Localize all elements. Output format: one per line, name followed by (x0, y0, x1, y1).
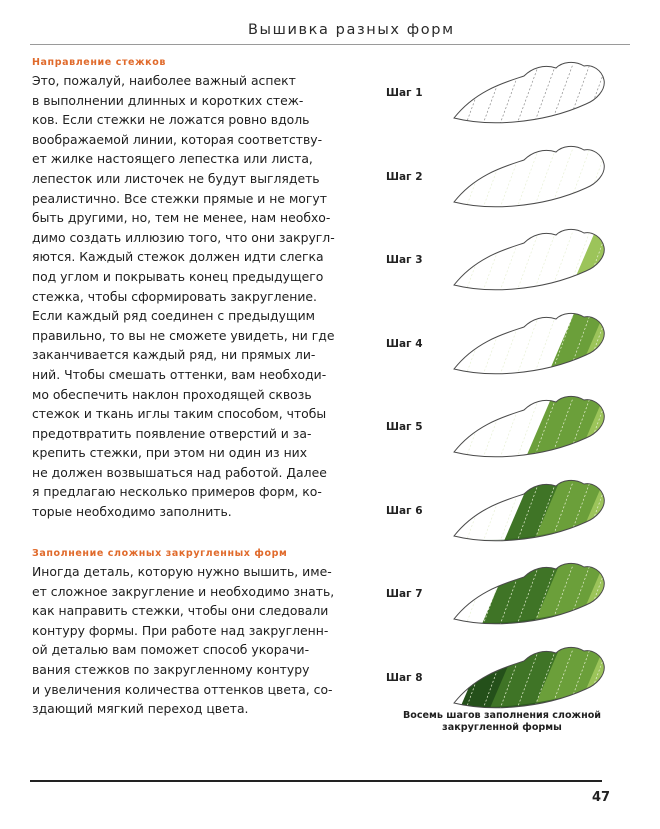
leaf-outline (454, 146, 604, 206)
text-line: торые необходимо заполнить. (32, 504, 232, 520)
stitch-guide-line (602, 64, 611, 124)
text-line: как направить стежки, чтобы они следовали (32, 603, 329, 619)
text-line: быть другими, но, тем не менее, нам необхо- (32, 210, 331, 226)
stitch-guide-line (500, 64, 522, 124)
stitch-guide-line (483, 398, 505, 458)
text-line: контуру формы. При работе над закругленн- (32, 622, 329, 638)
stitch-guide-line (602, 482, 611, 542)
text-line: ой деталью вам поможет способ укорачи- (32, 642, 310, 658)
leaf-fill-band (589, 144, 611, 214)
leaf-step-illustration (446, 311, 611, 381)
stitch-guide-line (500, 231, 522, 291)
stitch-guide-line (483, 231, 505, 291)
text-line: реалистично. Все стежки прямые и не могут (32, 190, 327, 206)
text-line: димо создать иллюзию того, что они закругл- (32, 229, 335, 245)
leaf-steps-figure (386, 60, 636, 740)
stitch-guide-line (466, 315, 488, 375)
paragraph-stitch-direction (32, 71, 367, 522)
step-label: Шаг 5 (386, 421, 423, 433)
text-line: воображаемой линии, которая соответству- (32, 131, 323, 147)
stitch-guide-line (500, 398, 522, 458)
stitch-guide-line (466, 565, 488, 625)
leaf-step-illustration (446, 478, 611, 548)
leaf-step-illustration (446, 144, 611, 214)
text-line: в выполнении длинных и коротких стеж- (32, 92, 304, 108)
text-line: мо обеспечить наклон проходящей сквозь (32, 386, 312, 402)
stitch-guide-line (602, 148, 611, 208)
stitch-guide-line (568, 64, 590, 124)
stitch-guide-line (466, 482, 488, 542)
stitch-guide-line (483, 64, 505, 124)
step-label: Шаг 3 (386, 254, 423, 266)
section-heading-stitch-direction: Направление стежков (32, 57, 166, 68)
leaf-step-illustration (446, 60, 611, 130)
footer-rule (30, 780, 602, 782)
caption-line: Восемь шагов заполнения сложной (402, 710, 602, 721)
text-line: Если каждый ряд соединен с предыдущим (32, 308, 316, 324)
leaf-outline (454, 62, 604, 122)
text-line: стежка, чтобы сформировать закругление. (32, 288, 317, 304)
stitch-guide-line (602, 231, 611, 291)
leaf-step-illustration (446, 227, 611, 297)
text-line: яются. Каждый стежок должен идти слегка (32, 249, 324, 265)
text-line: вания стежков по закругленному контуру (32, 661, 310, 677)
text-line: лепесток или листочек не будут выглядеть (32, 170, 320, 186)
step-label: Шаг 6 (386, 504, 423, 517)
text-line: Иногда деталь, которую нужно вышить, име- (32, 564, 332, 579)
stitch-guide-line (585, 148, 607, 208)
stitch-guide-line (568, 148, 590, 208)
stitch-guide-line (602, 565, 611, 625)
stitch-guide-line (483, 148, 505, 208)
text-line: правильно, то вы не сможете увидеть, ни где (32, 327, 335, 343)
text-line: я предлагаю несколько примеров форм, ко- (32, 484, 322, 500)
text-line: здающий мягкий переход цвета. (32, 701, 249, 717)
step-label: Шаг 2 (386, 170, 423, 183)
stitch-guide-line (602, 649, 611, 709)
stitch-guide-line (483, 315, 505, 375)
paragraph-rounded-forms (32, 562, 367, 719)
text-line: крепить стежки, при этом ни один из них (32, 445, 308, 461)
text-line: Это, пожалуй, наиболее важный аспект (32, 73, 296, 88)
step-label: Шаг 7 (386, 588, 423, 600)
stitch-guide-line (483, 482, 505, 542)
step-label: Шаг 1 (386, 87, 423, 99)
text-line: ет жилке настоящего лепестка или листа, (32, 151, 313, 167)
step-label: Шаг 8 (386, 671, 423, 684)
stitch-guide-line (602, 398, 611, 458)
text-line: не должен возвышаться над работой. Далее (32, 464, 327, 480)
text-line: и увеличения количества оттенков цвета, со- (32, 681, 333, 697)
stitch-guide-line (500, 148, 522, 208)
text-line: ков. Если стежки не ложатся ровно вдоль (32, 112, 310, 128)
stitch-guide-line (602, 315, 611, 375)
step-label: Шаг 4 (386, 337, 423, 350)
stitch-guide-line (534, 231, 556, 291)
stitch-guide-line (500, 315, 522, 375)
stitch-guide-line (585, 64, 607, 124)
stitch-guide-line (466, 398, 488, 458)
text-line: под углом и покрывать конец предыдущего (32, 268, 324, 284)
leaf-step-illustration (446, 645, 611, 715)
header-rule (30, 44, 630, 45)
text-line: стежок и ткань иглы таким способом, чтобы (32, 406, 327, 422)
stitch-guide-line (466, 231, 488, 291)
text-line: предотвратить появление отверстий и за- (32, 425, 312, 441)
leaf-fill-band (567, 227, 611, 297)
stitch-guide-line (534, 64, 556, 124)
running-header: Вышивка разных форм (248, 22, 455, 38)
caption-line: закругленной формы (442, 722, 562, 733)
section-heading-rounded-forms: Заполнение сложных закругленных форм (32, 548, 288, 559)
leaf-step-illustration (446, 394, 611, 464)
figure-caption (382, 710, 622, 734)
stitch-guide-line (534, 148, 556, 208)
stitch-guide-line (466, 148, 488, 208)
text-line: заканчивается каждый ряд, ни прямых ли- (32, 347, 316, 363)
leaf-outline (454, 229, 604, 289)
leaf-step-illustration (446, 561, 611, 631)
page-number: 47 (592, 790, 611, 805)
text-line: ет сложное закругление и необходимо знать, (32, 583, 335, 599)
stitch-guide-line (466, 64, 488, 124)
text-line: ний. Чтобы смешать оттенки, вам необходи- (32, 366, 327, 382)
